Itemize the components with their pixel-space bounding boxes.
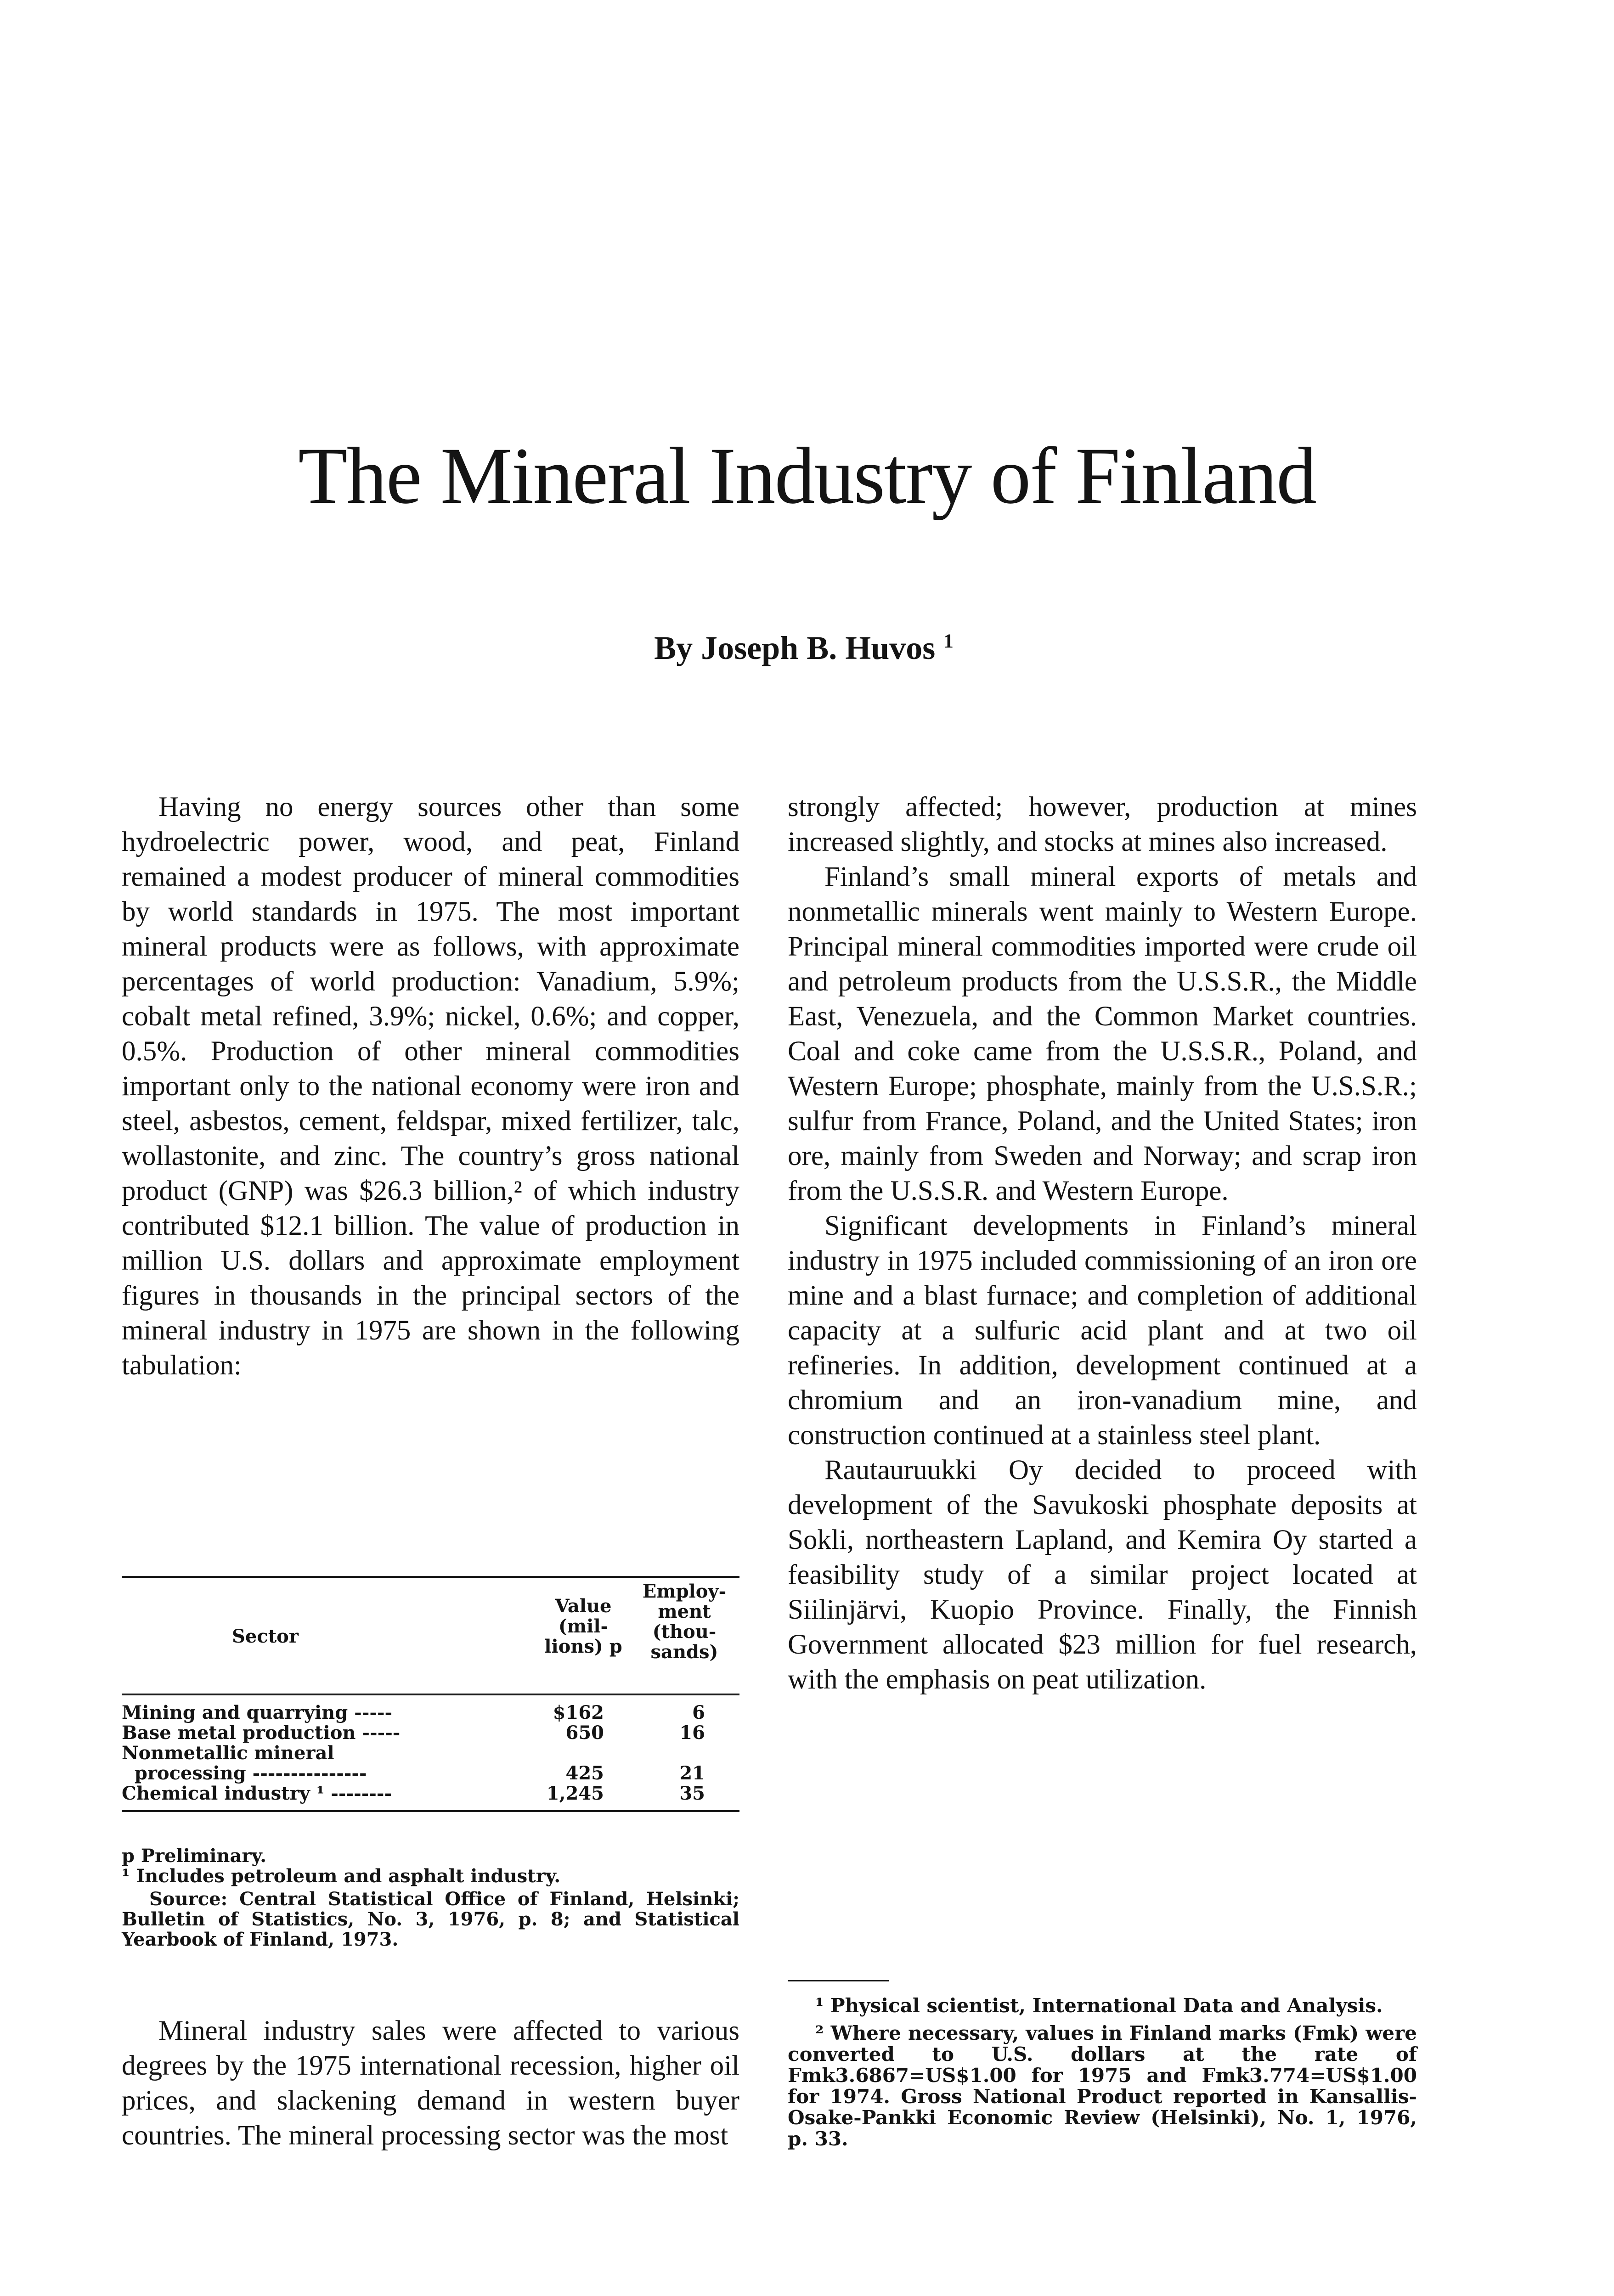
table-notes [122,1846,739,1950]
row-value [471,1743,604,1763]
row-employment: 16 [679,1722,705,1744]
table-source: Source: Central Statistical Office of Finland, Helsinki; Bulletin of Statistics, No. 3, 1976, p. 8; and Statistical Yearbook of Finland, 1973. [122,1888,739,1950]
row-employment: 35 [679,1783,705,1804]
row-label: Chemical industry ¹ -------- [122,1784,392,1804]
table-header [122,1578,739,1694]
table-bottom-rule [122,1810,739,1812]
footnote: ¹ Physical scientist, International Data and Analysis. [815,1994,1383,2017]
row-label: Nonmetallic mineral [122,1743,334,1763]
article-title: The Mineral Industry of Finland [298,431,1316,521]
table-row [122,1763,739,1784]
header-value [535,1596,632,1657]
row-employment: 6 [692,1702,705,1723]
production-table [122,1576,739,1812]
footnotes [788,1995,1417,2156]
row-value: $162 [553,1702,604,1723]
header-employment-line: sands) [650,1641,718,1663]
header-employment-line: (thou- [652,1621,717,1643]
table-note: p Preliminary. [122,1845,267,1867]
author-footnote-ref: 1 [943,630,954,652]
table-note: ¹ Includes petroleum and asphalt industry. [122,1865,561,1887]
row-label: Base metal production ----- [122,1723,401,1743]
paragraph: Mineral industry sales were affected to various degrees by the 1975 international recession, higher oil prices, and slackening demand in western buyer countries. The mineral processing sector was the most [122,2015,739,2151]
paragraph: strongly affected; however, production at mines increased slightly, and stocks at mines also increased. [788,792,1417,857]
left-column-text [122,790,739,1383]
footnote: ² Where necessary, values in Finland marks (Fmk) were converted to U.S. dollars at the rate of Fmk3.6867=US$1.00 for 1975 and Fmk3.774=US$1.00 for 1974. Gross National Product reported in Kansallis-Osake-Pankki Economic Review (Helsinki), No. 1, 1976, p. 33. [788,2022,1417,2150]
row-value: 650 [565,1722,604,1744]
paragraph: Significant developments in Finland’s mineral industry in 1975 included commissioning of an iron ore mine and a blast furnace; and completion of additional capacity at a sulfuric acid plant and at two oil refineries. In addition, development continued at a chromium and an iron-vanadium mine, and construction continued at a stainless steel plant. [788,1210,1417,1451]
header-value-line: lions) p [544,1636,622,1657]
table-row [122,1703,739,1723]
paragraph: Finland’s small mineral exports of metals and nonmetallic minerals went mainly to Western Europe. Principal mineral commodities imported were crude oil and petroleum products from the U.S.S.R., the Middle East, Venezuela, and the Common Market countries. Coal and coke came from the U.S.S.R., Poland, and Western Europe; phosphate, mainly from the U.S.S.R.; sulfur from France, Poland, and the United States; iron ore, mainly from Sweden and Norway; and scrap iron from the U.S.S.R. and Western Europe. [788,861,1417,1206]
footnote-rule [788,1980,889,1981]
table-body [122,1695,739,1810]
row-label: Mining and quarrying ----- [122,1703,393,1723]
header-value-line: (mil- [558,1615,609,1637]
row-label: processing --------------- [122,1763,367,1784]
table-row [122,1723,739,1743]
row-value: 425 [565,1762,604,1784]
header-value-line: Value [555,1595,612,1617]
paragraph: Rautauruukki Oy decided to proceed with development of the Savukoski phosphate deposits at Sokli, northeastern Lapland, and Kemira Oy started a feasibility study of a similar project located at Siilinjärvi, Kuopio Province. Finally, the Finnish Government allocated $23 million for fuel research, with the emphasis on peat utilization. [788,1455,1417,1695]
table-row [122,1743,739,1763]
right-column-text [788,790,1417,1697]
header-employment-line: Employ- [642,1581,727,1602]
author-byline [551,629,1056,667]
paragraph: Having no energy sources other than some hydroelectric power, wood, and peat, Finland remained a modest producer of mineral commodities by world standards in 1975. The most important mineral products were as follows, with approximate percentages of world production: Vanadium, 5.9%; cobalt metal refined, 3.9%; nickel, 0.6%; and copper, 0.5%. Production of other mineral commodities important only to the national economy were iron and steel, asbestos, cement, feldspar, mixed fertilizer, talc, wollastonite, and zinc. The country’s gross national product (GNP) was $26.3 billion,² of which industry contributed $12.1 billion. The value of production in million U.S. dollars and approximate employment figures in thousands in the principal sectors of the mineral industry in 1975 are shown in the following tabulation: [122,792,739,1381]
table-row [122,1784,739,1804]
header-sector: Sector [232,1626,299,1647]
header-employment [632,1581,737,1662]
left-column-bottom-text [122,2014,739,2153]
row-employment: 21 [679,1762,705,1784]
row-employment [604,1743,705,1763]
author-name: By Joseph B. Huvos [654,630,936,666]
row-value: 1,245 [546,1783,604,1804]
header-employment-line: ment [658,1601,711,1622]
